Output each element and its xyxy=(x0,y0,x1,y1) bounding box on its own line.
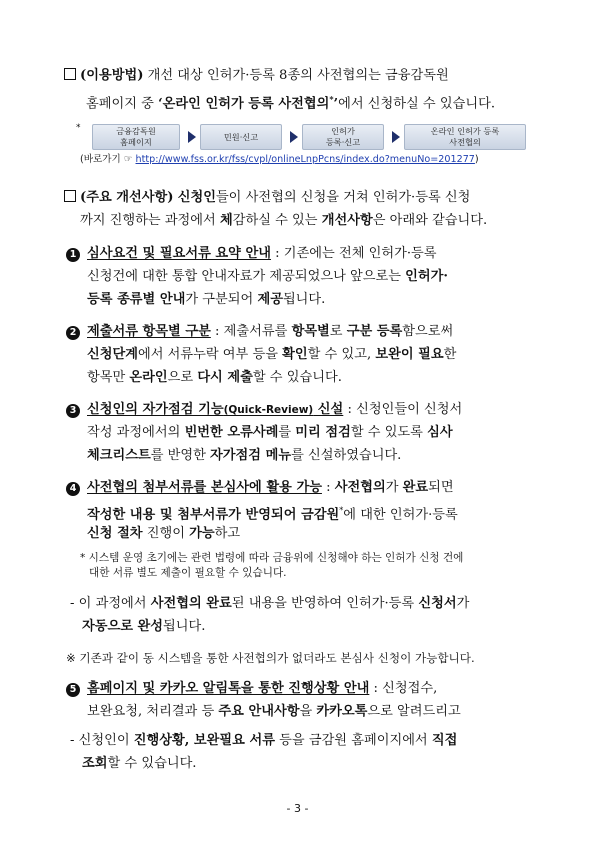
text: 가 구분되어 xyxy=(185,292,258,307)
footnote-mark: * xyxy=(339,506,344,515)
remark-note: ※ 기존과 같이 동 시스템을 통한 사전협의가 없더라도 본심사 신청이 가능합니다. xyxy=(66,651,475,665)
text: 를 신설하였습니다. xyxy=(291,448,402,463)
item-4-detail-line-2 xyxy=(82,617,205,637)
text: 조회 xyxy=(82,756,108,771)
number-badge-icon: 2 xyxy=(66,326,80,340)
arrow-right-icon xyxy=(392,131,400,143)
text: 미리 점검 xyxy=(295,425,351,440)
flow-step-license xyxy=(302,124,384,150)
step-label: 금융감독원 xyxy=(116,126,156,136)
text: 되면 xyxy=(428,480,454,495)
number-badge-icon: 5 xyxy=(66,683,80,697)
text: - 이 과정에서 xyxy=(70,596,151,611)
number-badge-icon: 3 xyxy=(66,404,80,418)
text: 할 수 있습니다. xyxy=(252,370,342,385)
checkbox-square-icon xyxy=(64,68,76,80)
number-badge-icon: 4 xyxy=(66,482,80,496)
text: 함으로써 xyxy=(402,324,454,339)
item-4-line-3 xyxy=(87,524,240,544)
text: 할 수 있도록 xyxy=(350,425,428,440)
item-4-note-line-2: 대한 서류 별도 제출이 필요할 수 있습니다. xyxy=(89,567,287,579)
text: 은 아래와 같습니다. xyxy=(372,213,488,228)
text: 를 반영한 xyxy=(150,448,211,463)
text: 구분 등록 xyxy=(346,324,403,339)
text: 에서 서류누락 여부 등을 xyxy=(137,347,283,362)
text: 개선 대상 인허가·등록 8종의 사전협의는 금융감독원 xyxy=(147,68,449,83)
text: 완료 xyxy=(402,480,429,495)
item-title: 심사요건 및 필요서류 요약 안내 xyxy=(87,246,271,261)
number-badge-icon: 1 xyxy=(66,248,80,262)
text: 신청 절차 xyxy=(87,526,143,541)
text: 가능 xyxy=(189,526,215,541)
item-4-line-1 xyxy=(66,478,454,498)
text: 자가점검 메뉴 xyxy=(210,448,292,463)
text: 감하실 수 있는 xyxy=(232,213,322,228)
item-title: 제출서류 항목별 구분 xyxy=(87,324,211,339)
section-usage-line-1 xyxy=(64,66,449,86)
text: 카카오톡 xyxy=(316,704,368,719)
text: 된 내용을 반영하여 인허가·등록 xyxy=(231,596,419,611)
text: 작성한 내용 및 첨부서류가 반영되어 금감원 xyxy=(87,507,340,523)
step-label: 인허가 xyxy=(331,126,355,136)
page-number: - 3 - xyxy=(286,802,309,815)
text: 직접 xyxy=(431,733,458,748)
text: 됩니다. xyxy=(282,292,326,307)
text: 등을 금감원 홈페이지에서 xyxy=(274,733,432,748)
footnote-mark: * xyxy=(329,94,334,104)
shortcut-line xyxy=(80,150,479,170)
text: : xyxy=(321,480,335,495)
text: 홈페이지 중 xyxy=(86,96,159,112)
text: : 제출서류를 xyxy=(210,324,292,339)
item-3-line-1 xyxy=(66,400,462,420)
flow-step-complaint xyxy=(200,124,282,150)
section-usage-line-2 xyxy=(86,89,495,114)
text: 진행이 xyxy=(142,526,190,541)
text: : 기존에는 전체 인허가·등록 xyxy=(270,246,437,261)
step-label: 온라인 인허가 등록 xyxy=(430,126,500,136)
text: 항목별 xyxy=(291,324,330,339)
arrow-right-icon xyxy=(188,131,196,143)
shortcut-link[interactable]: http://www.fss.or.kr/fss/cvpl/onlineLnpPcns/index.do?menuNo=201277 xyxy=(135,154,475,165)
text: 가 xyxy=(385,480,403,495)
text: 등록 종류별 안내 xyxy=(87,292,186,307)
item-2-line-3 xyxy=(87,368,342,388)
section-tag: (주요 개선사항) xyxy=(80,190,174,205)
text: 하고 xyxy=(214,526,241,541)
text: 신청단계 xyxy=(87,347,138,362)
item-1-line-1 xyxy=(66,244,437,264)
item-2-line-1 xyxy=(66,322,453,342)
text: 작성 과정에서의 xyxy=(87,425,185,440)
text: 사전협의 완료 xyxy=(150,596,232,611)
text: 심사 xyxy=(427,425,453,440)
shortcut-suffix: ) xyxy=(474,154,479,165)
item-title-en: (Quick-Review) xyxy=(223,404,314,416)
item-title-end: 신설 xyxy=(313,402,344,417)
text: 를 xyxy=(278,425,296,440)
text: 체 xyxy=(219,213,233,228)
text: 진행상황, 보완필요 서류 xyxy=(133,733,275,748)
text: : 신청인들이 신청서 xyxy=(343,402,463,417)
text: 을 xyxy=(299,704,317,719)
text: 제공 xyxy=(257,292,283,307)
text: 항목만 xyxy=(87,370,130,385)
flow-step-preconsult xyxy=(404,124,526,150)
flow-footnote-mark: * xyxy=(76,123,81,133)
text: 까지 진행하는 과정에서 xyxy=(80,213,220,228)
step-label: 홈페이지 xyxy=(120,137,152,147)
text: : 신청접수, xyxy=(369,681,438,696)
text: 개선사항 xyxy=(321,213,373,228)
text: - 신청인이 xyxy=(70,733,134,748)
checkbox-square-icon xyxy=(64,190,76,202)
text: 으로 xyxy=(167,370,198,385)
text: 주요 안내사항 xyxy=(218,704,300,719)
text: 사전협의 xyxy=(334,480,386,495)
item-4-line-2 xyxy=(87,501,458,525)
item-5-detail-line-2 xyxy=(82,754,197,774)
text: 빈번한 오류사례 xyxy=(184,425,279,440)
text: 신청서 xyxy=(418,596,457,611)
text: 체크리스트 xyxy=(87,448,151,463)
text: 보완이 필요 xyxy=(375,347,444,362)
text: 신청건에 대한 통합 안내자료가 제공되었으나 앞으로는 xyxy=(87,269,406,284)
shortcut-prefix: (바로가기 ☞ xyxy=(80,154,136,165)
flow-step-homepage xyxy=(92,124,180,150)
text: 로 xyxy=(329,324,347,339)
item-title: 신청인의 자가점검 기능 xyxy=(87,402,224,417)
text: 온라인 xyxy=(129,370,168,385)
arrow-right-icon xyxy=(290,131,298,143)
item-1-line-2 xyxy=(87,267,448,287)
item-title: 사전협의 첨부서류를 본심사에 활용 가능 xyxy=(87,480,322,495)
item-5-line-2 xyxy=(87,702,461,722)
text: 신청인 xyxy=(177,190,216,205)
section-improvements-line-2 xyxy=(80,211,487,231)
item-5-line-1 xyxy=(66,679,437,699)
text: 할 수 있습니다. xyxy=(107,756,197,771)
text: 확인 xyxy=(282,347,308,362)
section-improvements-line-1 xyxy=(64,188,470,208)
item-2-line-2 xyxy=(87,345,456,365)
step-label: 사전협의 xyxy=(449,137,481,147)
item-3-line-2 xyxy=(87,423,453,443)
text: 보완요청, 처리결과 등 xyxy=(87,704,219,719)
text: 으로 알려드리고 xyxy=(367,704,461,719)
section-tag: (이용방법) xyxy=(80,68,144,83)
menu-name: ‘온라인 인허가 등록 사전협의 xyxy=(158,96,330,112)
text: 자동으로 완성 xyxy=(82,619,164,634)
quote: ’ xyxy=(333,96,339,112)
item-4-detail-line-1 xyxy=(70,594,469,614)
text: 에 대한 인허가·등록 xyxy=(343,507,458,523)
step-label: 민원·신고 xyxy=(223,131,259,142)
text: 한 xyxy=(443,347,457,362)
item-1-line-3 xyxy=(87,290,325,310)
item-3-line-3 xyxy=(87,446,401,466)
text: 들이 사전협의 신청을 거쳐 인허가·등록 신청 xyxy=(215,190,471,205)
item-title: 홈페이지 및 카카오 알림톡을 통한 진행상황 안내 xyxy=(87,681,370,696)
text: 가 xyxy=(456,596,470,611)
text: 인허가· xyxy=(405,269,448,284)
text: 할 수 있고, xyxy=(307,347,376,362)
step-label: 등록·신고 xyxy=(325,137,361,147)
text: 됩니다. xyxy=(163,619,206,634)
text: 에서 신청하실 수 있습니다. xyxy=(338,96,496,112)
item-5-detail-line-1 xyxy=(70,731,457,751)
item-4-note-line-1: * 시스템 운영 초기에는 관련 법령에 따라 금융위에 신청해야 하는 인허가 신청 건에 xyxy=(80,552,464,564)
text: 다시 제출 xyxy=(197,370,253,385)
